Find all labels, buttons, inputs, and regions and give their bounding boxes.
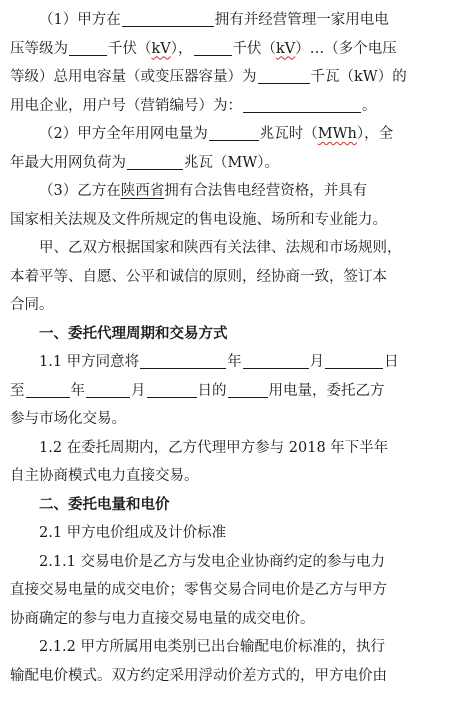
fill-in-blank-start-month[interactable] <box>243 352 309 369</box>
fill-in-blank-voltage-1[interactable] <box>69 39 107 56</box>
clause-1-line-1 <box>10 6 451 35</box>
clause-3-line-1 <box>10 177 451 206</box>
text: 直接交易电量的成交电价；零售交易合同电价是乙方与甲方 <box>10 582 387 598</box>
section-1-1-line-2 <box>10 377 451 406</box>
clause-1-line-3 <box>10 63 451 92</box>
preamble-line-1 <box>10 234 451 263</box>
text: 日的 <box>197 382 227 399</box>
text: 月 <box>131 382 146 399</box>
fill-in-blank-electricity-type[interactable] <box>228 381 268 398</box>
fill-in-blank-start-day[interactable] <box>325 352 383 369</box>
fill-in-blank-end-month[interactable] <box>86 381 130 398</box>
clause-2-line-2 <box>10 149 451 178</box>
text: （1）甲方在 <box>39 12 121 28</box>
text: 用电量，委托乙方 <box>268 382 385 399</box>
section-2-1-1-line-3 <box>10 605 451 634</box>
fill-in-blank-capacity[interactable] <box>258 67 310 84</box>
text: 拥有并经营管理一家用电电 <box>214 12 389 28</box>
text: 等级）总用电容量（或变压器容量）为 <box>10 69 257 85</box>
clause-1-line-2 <box>10 35 451 64</box>
section-2-1-2-line-1 <box>10 633 451 662</box>
fill-in-blank-max-load[interactable] <box>127 153 183 170</box>
section-1-1-line-1 <box>10 348 451 377</box>
section-heading-2: 二、委托电量和电价 <box>39 496 170 513</box>
text: 2.1.1 交易电价是乙方与发电企业协商约定的参与电力 <box>39 553 386 570</box>
text: 压等级为 <box>10 40 68 57</box>
text: 兆瓦时（ <box>259 126 318 142</box>
text: （2）甲方全年用网电量为 <box>39 126 208 142</box>
section-1-2-line-2 <box>10 462 451 491</box>
section-2-1-2-line-2 <box>10 662 451 691</box>
spellcheck-word: kV <box>276 40 296 57</box>
text: 1.2 在委托周期内，乙方代理甲方参与 2018 年下半年 <box>39 439 389 456</box>
section-2-1-1-line-2 <box>10 576 451 605</box>
text: 输配电价模式。双方约定采用浮动价差方式的，甲方电价由 <box>10 667 387 684</box>
clause-3-line-2 <box>10 206 451 235</box>
text: ），全 <box>356 126 394 142</box>
text: 拥有合法售电经营资格，并具有 <box>164 183 368 199</box>
text: 月 <box>309 354 325 370</box>
section-1-1-line-3 <box>10 405 451 434</box>
section-heading-1: 一、委托代理周期和交易方式 <box>39 325 228 342</box>
text: 1.1 甲方同意将 <box>39 354 140 370</box>
spellcheck-word: kV <box>151 40 171 57</box>
spellcheck-word: MWh <box>317 126 357 142</box>
fill-in-blank-location[interactable] <box>122 10 214 27</box>
text: ）…（多个电压 <box>295 40 397 57</box>
text: 千瓦（kW）的 <box>310 69 407 85</box>
fill-in-blank-start-year[interactable] <box>140 352 226 369</box>
fill-in-blank-user-number[interactable] <box>243 96 361 113</box>
section-1-2-line-1 <box>10 434 451 463</box>
section-2-1: 2.1 甲方电价组成及计价标准 <box>39 525 227 541</box>
text: 年 <box>70 382 85 399</box>
clause-2-line-1 <box>10 120 451 149</box>
text: 2.1.2 甲方所属用电类别已出台输配电价标准的，执行 <box>39 639 386 655</box>
text: 至 <box>10 382 25 399</box>
text: ）， <box>170 40 193 57</box>
section-2-1-1-line-1 <box>10 548 451 577</box>
text: 日 <box>384 354 399 370</box>
text: 国家相关法规及文件所规定的售电设施、场所和专业能力。 <box>10 211 387 228</box>
text: 用电企业，用户号（营销编号）为： <box>10 97 242 114</box>
text: 合同。 <box>10 297 54 313</box>
text: 协商确定的参与电力直接交易电量的成交电价。 <box>10 610 315 627</box>
text: 年 <box>227 354 242 370</box>
fill-in-blank-end-year[interactable] <box>26 381 70 398</box>
text: 甲、乙双方根据国家和陕西有关法律、法规和市场规则， <box>39 240 402 256</box>
text: 自主协商模式电力直接交易。 <box>10 468 199 484</box>
text: 千伏（ <box>108 40 152 57</box>
filled-province: 陕西省 <box>120 183 165 199</box>
text: 千伏（ <box>232 40 277 57</box>
fill-in-blank-annual-energy[interactable] <box>209 124 259 141</box>
text: 。 <box>362 97 377 114</box>
fill-in-blank-voltage-2[interactable] <box>194 39 232 56</box>
text: 年最大用网负荷为 <box>10 154 126 171</box>
text: （3）乙方在 <box>39 183 121 199</box>
preamble-line-2 <box>10 263 451 292</box>
clause-1-line-4 <box>10 92 451 121</box>
text: 兆瓦（MW）。 <box>184 154 280 171</box>
text: 参与市场化交易。 <box>10 411 126 427</box>
fill-in-blank-end-day[interactable] <box>147 381 197 398</box>
preamble-line-3 <box>10 291 451 320</box>
text: 本着平等、自愿、公平和诚信的原则，经协商一致，签订本 <box>10 268 387 285</box>
